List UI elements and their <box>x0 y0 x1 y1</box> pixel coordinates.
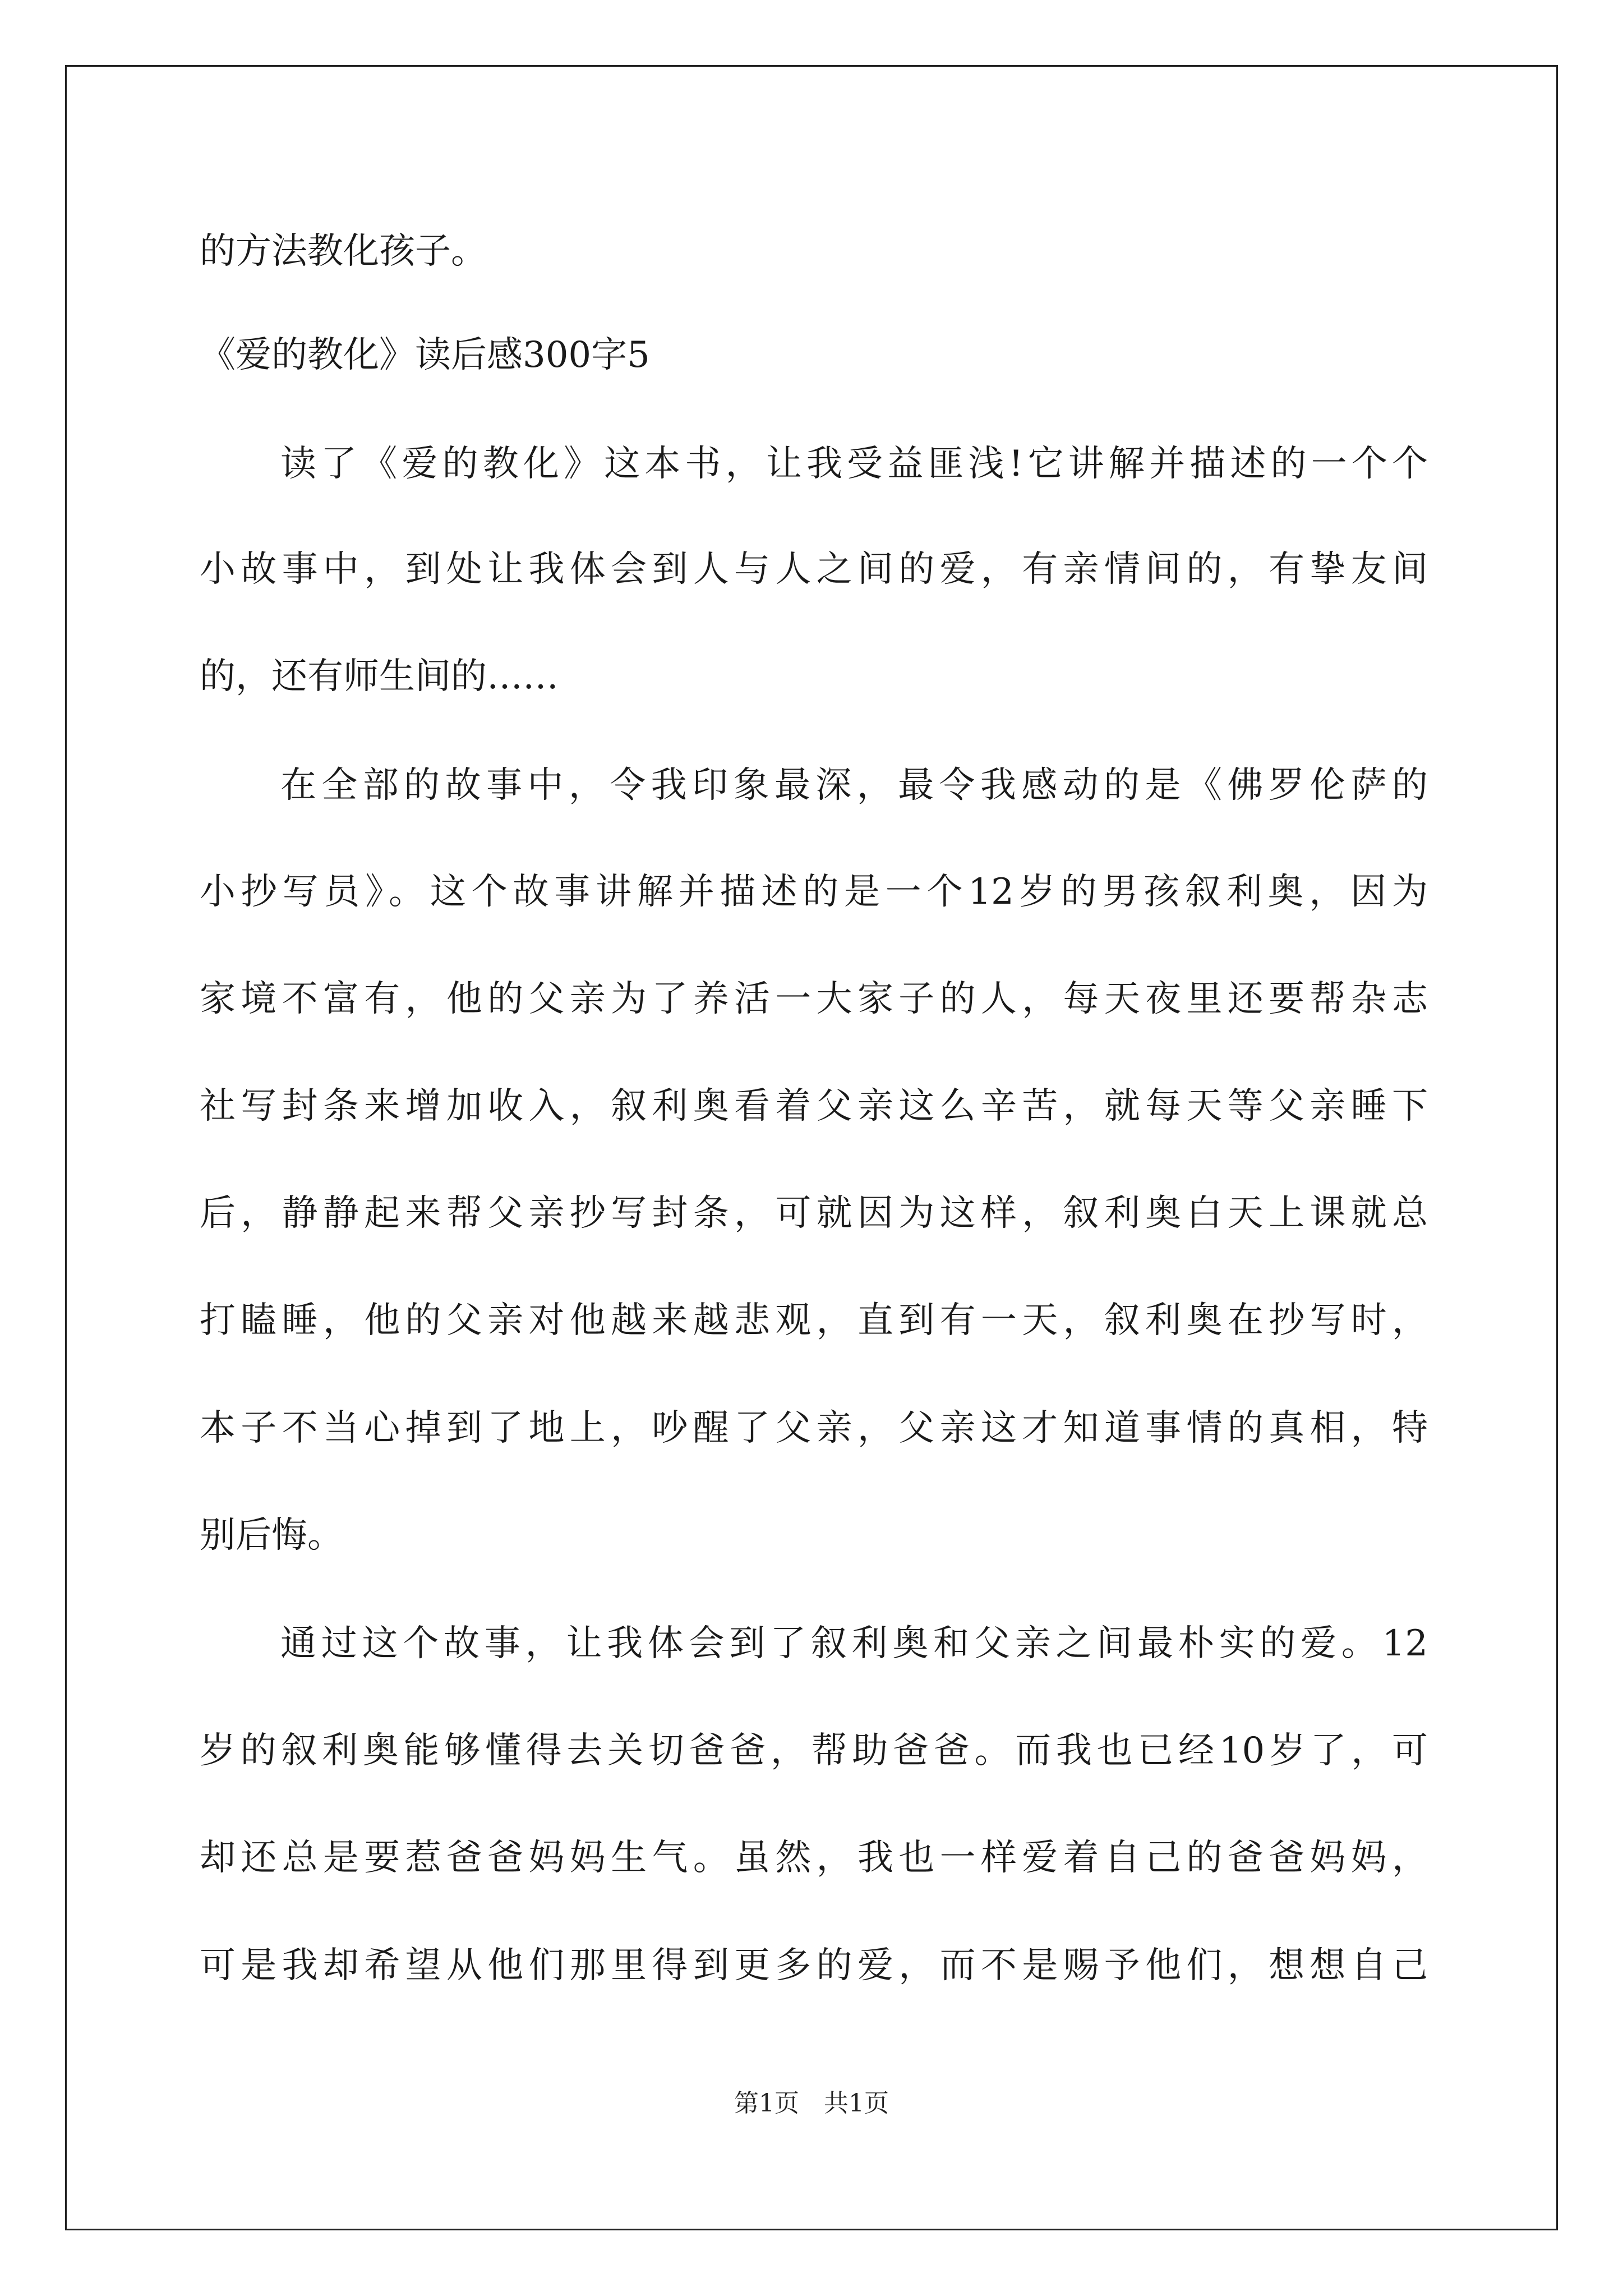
text-line: 岁的叙利奥能够懂得去关切爸爸，帮助爸爸。而我也已经10岁了，可 <box>200 1730 1428 1772</box>
text-line: 社写封条来增加收入，叙利奥看着父亲这么辛苦，就每天等父亲睡下 <box>200 1085 1428 1127</box>
text-line: 却还总是要惹爸爸妈妈生气。虽然，我也一样爱着自己的爸爸妈妈， <box>200 1837 1428 1879</box>
text-line: 的，还有师生间的…… <box>200 656 559 697</box>
text-line: 本子不当心掉到了地上，吵醒了父亲，父亲这才知道事情的真相，特 <box>200 1407 1428 1449</box>
text-line: 后，静静起来帮父亲抄写封条，可就因为这样，叙利奥白天上课就总 <box>200 1193 1428 1234</box>
page-footer: 第1页 共1页 <box>734 2089 889 2118</box>
text-line: 小抄写员》。这个故事讲解并描述的是一个12岁的男孩叙利奥，因为 <box>200 871 1428 913</box>
text-line: 读了《爱的教化》这本书，让我受益匪浅!它讲解并描述的一个个 <box>280 443 1428 485</box>
text-line: 在全部的故事中，令我印象最深，最令我感动的是《佛罗伦萨的 <box>280 765 1428 806</box>
text-line: 家境不富有，他的父亲为了养活一大家子的人，每天夜里还要帮杂志 <box>200 978 1428 1020</box>
text-line: 通过这个故事，让我体会到了叙利奥和父亲之间最朴实的爱。12 <box>280 1623 1428 1664</box>
text-line: 别后悔。 <box>200 1515 343 1556</box>
page-border <box>65 65 1558 2230</box>
text-line: 的方法教化孩子。 <box>200 231 487 272</box>
text-line: 可是我却希望从他们那里得到更多的爱，而不是赐予他们，想想自己 <box>200 1945 1428 1986</box>
text-line: 打瞌睡，他的父亲对他越来越悲观，直到有一天，叙利奥在抄写时， <box>200 1300 1428 1341</box>
section-heading: 《爱的教化》读后感300字5 <box>200 334 650 376</box>
text-line: 小故事中，到处让我体会到人与人之间的爱，有亲情间的，有挚友间 <box>200 549 1428 590</box>
